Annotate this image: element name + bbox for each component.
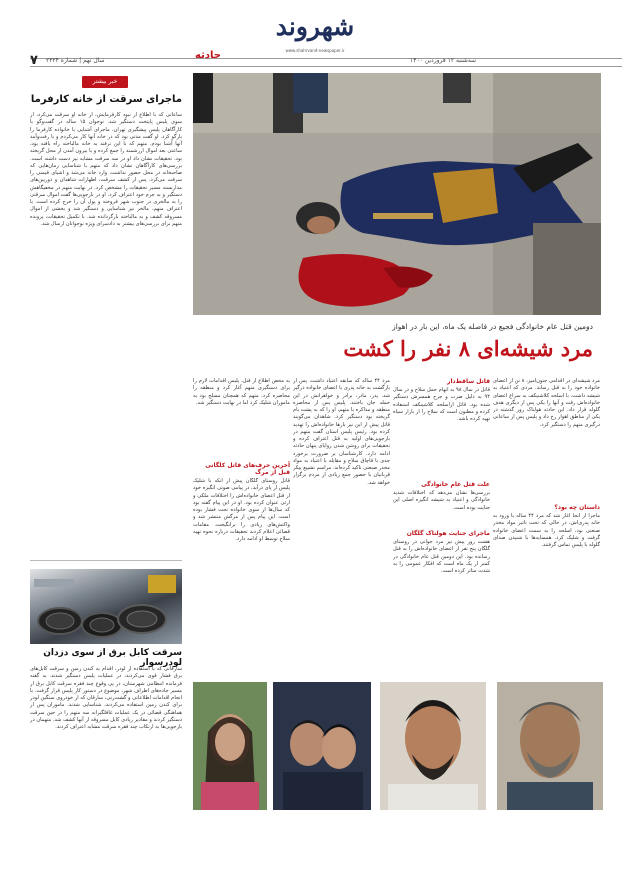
- sidebar-divider: [30, 560, 182, 561]
- section-tag: خبر بیشتر: [82, 76, 128, 88]
- column-text: هشت روز پیش نیز مرد جوانی در روستای گلگان پنج نفر از اعضای خانواده‌اش را به قتل رسانده بود. این دومین قتل عام خانوادگی در کمتر از یک ماه است که افکار عمومی را به شدت متاثر کرده است.: [393, 539, 490, 574]
- masthead: [0, 0, 630, 72]
- logo-url: www.shahrvand-newspaper.ir: [285, 48, 345, 53]
- portrait-photo: [497, 682, 603, 810]
- article-column: [193, 378, 290, 675]
- main-headline: مرد شیشه‌ای ۸ نفر را کشت: [343, 336, 593, 361]
- article-column: [393, 378, 490, 675]
- portrait-photo: [193, 682, 267, 810]
- photo-caption: دومین قتل عام خانوادگی فجیع در فاصله یک ماه، این بار در اهواز: [392, 322, 593, 331]
- newspaper-logo: [257, 6, 373, 58]
- subheading: آخرین حرف‌های قاتل کلگانی قبل از مرگ: [205, 462, 290, 476]
- column-text: مرد شیشه‌ای در اقدامی جنون‌آمیز، ۸ تن از اعضای خانواده خود را به قتل رساند. مردی که اعتیاد به شیشه داشت، با اسلحه کلاشنیکف به سراغ اعضای خانواده‌اش رفت و آنها را یکی پس از دیگری هدف گلوله قرار داد. این حادثه هولناک روز گذشته در یکی از مناطق اهواز رخ داد و پلیس پس از ساعاتی درگیری متهم را دستگیر کرد.: [493, 378, 600, 428]
- column-text: مرد ۴۴ ساله که سابقه اعتیاد داشت، پس از بازگشت به خانه پدری با اعضای خانواده درگیر شد. پدر، مادر، برادر و خواهرانش در این حمله جان باختند. پلیس پس از محاصره منطقه و مذاکره با متهم، او را که به پشت بام گریخته بود دستگیر کرد. شاهدان می‌گویند قاتل پیش از این نیز بارها خانواده‌اش را تهدید کرده بود. رئیس پلیس استان گفت متهم در بازجویی‌های اولیه به قتل اعتراف کرده و تحقیقات برای روشن شدن زوایای پنهان حادثه ادامه دارد. کارشناسان بر ضرورت برخورد جدی با قاچاق سلاح و مقابله با اعتیاد به مواد مخدر صنعتی تاکید کرده‌اند. مراسم تشییع پیکر قربانیان با حضور جمع زیادی از مردم برگزار خواهد شد.: [293, 378, 390, 486]
- portrait-photo: [273, 682, 371, 810]
- subheading: علت قتل عام خانوادگی: [421, 481, 490, 488]
- column-text: قاتل روستای گلگان پیش از آنکه با شلیک پلیس از پای درآید، در پیامی صوتی انگیزه خود از قتل اعضای خانواده‌اش را اختلافات ملکی و ارثی عنوان کرده بود. او در این پیام گفته بود که سال‌ها از سوی خانواده تحت فشار بوده است. این پیام پس از مرگش منتشر شد و واکنش‌های زیادی را برانگیخت. مقامات قضائی اعلام کردند تحقیقات درباره نحوه تهیه سلاح توسط او ادامه دارد.: [193, 478, 290, 542]
- subheading: قاتل ساقط‌دار: [447, 378, 490, 385]
- date-line: سه‌شنبه ۱۲ فروردین ۱۴۰۰: [410, 57, 477, 64]
- column-text: ماجرا از آنجا آغاز شد که مرد ۴۴ ساله با ورود به خانه پدری‌اش، در حالی که تحت تاثیر مواد مخدر صنعتی بود، اسلحه را به سمت اعضای خانواده گرفت و شلیک کرد. همسایه‌ها با شنیدن صدای گلوله با پلیس تماس گرفتند.: [493, 513, 600, 548]
- subheading: داستان چه بود؟: [554, 504, 600, 511]
- subheading: ماجرای جنایت هولناک گلگان: [406, 530, 490, 537]
- section-name: حادثه: [195, 50, 221, 61]
- portrait-photo: [380, 682, 486, 810]
- logo-text: شهروند: [275, 12, 355, 41]
- cable-photo: [30, 569, 182, 644]
- sidebar-story-body: ساعاتی که با اطلاع از نبود کارفرمایش، از خانه او سرقت می‌کرد، از سوی پلیس پایتخت دستگیر شد. نوجوان ۱۵ ساله در گفت‌وگو با کارآگاهان پلیس پیشگیری تهران، ماجرای آشنایی با خانواده کارفرما را بازگو کرد. او گفت مدتی بود که در خانه آنها کار می‌کردم و با رفت‌وآمد آنها آشنا بودم. متهم که با این ترفند به خانه مالباخته راه یافته بود، ساعتی بعد اموال ارزشمند را جمع کرده و با بیرون آمدن از محل گریخته بود. تحقیقات نشان داد او در سه سرقت مشابه نیز دست داشته است. بررسی‌های کارآگاهان نشان داد که متهم با شناسایی زمان‌هایی که صاحبخانه در محل حضور نداشت، وارد خانه می‌شد و اشیای قیمتی را سرقت می‌کرد. پس از کشف سرقت، اظهارات شاهدان و دوربین‌های مداربسته مسیر تحقیقات را مشخص کرد. در نهایت متهم در مخفیگاهش دستگیر و به جرم خود اعتراف کرد. او در بازجویی‌ها گفت اموال سرقتی را به مالخری در جنوب شهر فروخته و پول آن را خرج کرده است. با اعتراف متهم، مالخر نیز شناسایی و دستگیر شد و بخشی از اموال مسروقه کشف و به مالباخته بازگردانده شد. با تکمیل تحقیقات، پرونده متهم برای بررسی‌های بیشتر به دادسرای ویژه نوجوانان ارسال شد.: [30, 112, 182, 227]
- sidebar-story-title: سرقت کابل برق از سوی دزدان لودرسوار: [43, 648, 182, 668]
- issue-line: سال نهم | شماره ۲۳۲۴: [46, 57, 105, 64]
- column-text: بررسی‌ها نشان می‌دهد که اختلافات شدید خانوادگی و اعتیاد به شیشه انگیزه اصلی این جنایت بوده است.: [393, 490, 490, 511]
- main-photo: [193, 73, 601, 315]
- masthead-rule: [30, 58, 622, 59]
- column-text: به محض اطلاع از قتل، پلیس اقدامات لازم را برای دستگیری متهم آغاز کرد و منطقه را محاصره کرد. متهم که همچنان مسلح بود به ماموران شلیک کرد اما در نهایت دستگیر شد.: [193, 378, 290, 406]
- page-number: ۷: [30, 53, 38, 68]
- masthead-rule-lower: [30, 66, 622, 67]
- article-column: [493, 378, 600, 675]
- column-text: قاتل در سال ۹۸ به اتهام حمل سلاح و در سال ۹۴ به دلیل ضرب و جرح همسرش دستگیر شده بود. قاتل ازاسلحه کلاشینکف استفاده کرده و مظنون است که سلاح را از بازار سیاه تهیه کرده باشد.: [393, 387, 490, 422]
- sidebar-story-body: سارقانی که با استفاده از لودر، اقدام به کندن زمین و سرقت کابل‌های برق فشار قوی می‌کردند، در عملیات پلیس دستگیر شدند. به گفته فرمانده انتظامی شهرستان، در پی وقوع چند فقره سرقت کابل برق از مسیر جاده‌های اطراف شهر، موضوع در دستور کار پلیس قرار گرفت. با انجام اقدامات اطلاعاتی و گشت‌زنی، سارقان که از خودروی سنگین لودر برای کندن زمین استفاده می‌کردند، شناسایی شدند. ماموران پس از هماهنگی قضائی در یک عملیات غافلگیرانه سه متهم را در حین سرقت دستگیر کردند و مقادیر زیادی کابل مسروقه از آنها کشف شد. متهمان در بازجویی‌ها به ارتکاب چند فقره سرقت مشابه اعتراف کردند.: [30, 666, 182, 730]
- sidebar-story-title: ماجرای سرقت از خانه کارفرما: [30, 94, 182, 105]
- article-column: [293, 378, 390, 675]
- sidebar: [30, 70, 182, 808]
